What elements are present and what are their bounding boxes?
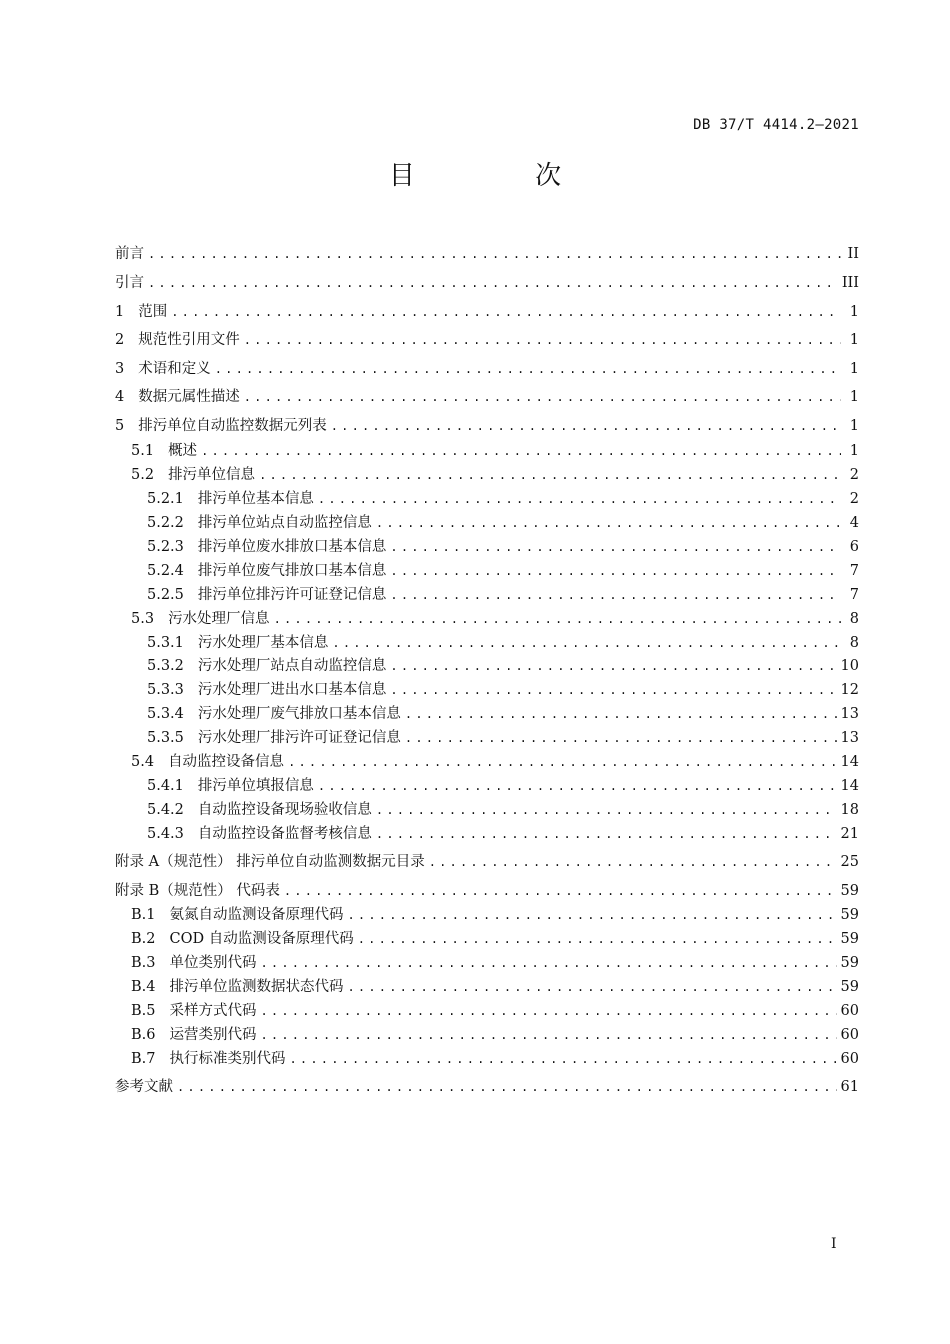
toc-entry-number: 3: [115, 361, 125, 377]
toc-leader-dots: [261, 1025, 837, 1045]
toc-entry-number: 5.2.2: [147, 515, 184, 531]
toc-entry-page: 1: [849, 361, 859, 377]
toc-entry[interactable]: [131, 1025, 859, 1045]
toc-entry-number: 5.1: [131, 443, 155, 459]
toc-entry-title: 执行标准类别代码: [169, 1051, 286, 1067]
toc-entry-page: 1: [849, 389, 859, 405]
toc-entry[interactable]: [131, 1049, 859, 1069]
toc-entry-number: 4: [115, 389, 125, 405]
toc-entry[interactable]: [131, 1001, 859, 1021]
toc-entry-title: 排污单位自动监控数据元列表: [138, 418, 327, 434]
toc-entry-page: 1: [849, 332, 859, 348]
toc-entry-number: 5.2.3: [147, 539, 184, 555]
toc-leader-dots: [261, 1001, 837, 1021]
toc-leader-dots: [405, 728, 837, 748]
toc-entry[interactable]: [147, 513, 859, 533]
toc-entry-page: 10: [840, 658, 859, 674]
toc-entry[interactable]: [147, 489, 859, 509]
toc-entry[interactable]: [115, 852, 859, 872]
toc-entry-title: 排污单位排污许可证登记信息: [197, 587, 387, 603]
toc-entry-page: 1: [849, 418, 859, 434]
toc-entry-page: 59: [840, 979, 859, 995]
toc-entry-page: 14: [840, 754, 859, 770]
toc-entry[interactable]: [147, 585, 859, 605]
toc-entry-page: II: [847, 246, 859, 262]
toc-entry-number: 5.4.3: [147, 826, 184, 842]
toc-leader-dots: [358, 929, 837, 949]
toc-leader-dots: [348, 977, 837, 997]
toc-leader-dots: [274, 609, 841, 629]
toc-leader-dots: [148, 244, 841, 264]
toc-leader-dots: [284, 881, 837, 901]
toc-entry[interactable]: [115, 273, 859, 293]
toc-entry-number: B.6: [131, 1027, 156, 1043]
toc-leader-dots: [376, 513, 841, 533]
toc-entry-page: 4: [849, 515, 859, 531]
toc-entry-title: 污水处理厂基本信息: [197, 635, 329, 651]
toc-leader-dots: [171, 302, 841, 322]
toc-entry-page: 25: [840, 854, 859, 870]
toc-entry[interactable]: [147, 680, 859, 700]
toc-entry[interactable]: [131, 609, 859, 629]
toc-entry-page: 7: [849, 587, 859, 603]
toc-entry[interactable]: [115, 1077, 859, 1097]
toc-leader-dots: [348, 905, 837, 925]
toc-leader-dots: [177, 1077, 837, 1097]
toc-entry[interactable]: [115, 881, 859, 901]
toc-leader-dots: [318, 776, 837, 796]
toc-entry-page: 21: [840, 826, 859, 842]
toc-entry-number: 5: [115, 418, 125, 434]
toc-entry-number: 5.2.1: [147, 491, 184, 507]
toc-entry[interactable]: [147, 824, 859, 844]
toc-entry-title: 范围: [138, 304, 168, 320]
toc-entry-title: 自动监控设备信息: [168, 754, 285, 770]
toc-entry[interactable]: [147, 537, 859, 557]
page-title: 目 次: [388, 161, 618, 191]
toc-entry-title: 术语和定义: [138, 361, 211, 377]
toc-entry-title: 自动监控设备现场验收信息: [197, 802, 372, 818]
toc-entry-number: B.5: [131, 1003, 156, 1019]
toc-entry-number: B.3: [131, 955, 156, 971]
toc-entry-page: 14: [840, 778, 859, 794]
toc-entry-page: 60: [840, 1027, 859, 1043]
toc-leader-dots: [390, 561, 841, 581]
toc-entry-title: 附录 A（规范性） 排污单位自动监测数据元目录: [115, 854, 425, 870]
toc-leader-dots: [215, 359, 841, 379]
toc-entry-number: 5.3: [131, 611, 155, 627]
toc-entry[interactable]: [147, 800, 859, 820]
toc-entry[interactable]: [115, 416, 859, 436]
toc-entry-title: 污水处理厂进出水口基本信息: [197, 682, 387, 698]
toc-entry-title: 排污单位基本信息: [197, 491, 314, 507]
toc-entry-number: 5.3.2: [147, 658, 184, 674]
toc-entry-title: 自动监控设备监督考核信息: [197, 826, 372, 842]
toc-entry-page: 59: [840, 931, 859, 947]
document-code: DB 37/T 4414.2—2021: [693, 117, 859, 133]
toc-entry[interactable]: [115, 244, 859, 264]
toc-entry[interactable]: [131, 905, 859, 925]
toc-entry[interactable]: [131, 441, 859, 461]
toc-entry-title: 排污单位信息: [168, 467, 256, 483]
toc-leader-dots: [390, 656, 836, 676]
toc-entry-title: 污水处理厂站点自动监控信息: [197, 658, 387, 674]
toc-entry-title: 前言: [115, 246, 144, 262]
toc-entry-title: 规范性引用文件: [138, 332, 240, 348]
toc-leader-dots: [148, 273, 838, 293]
toc-leader-dots: [259, 465, 841, 485]
toc-entry-number: 5.3.3: [147, 682, 184, 698]
toc-entry[interactable]: [147, 704, 859, 724]
toc-entry-page: 7: [849, 563, 859, 579]
toc-entry-page: 59: [840, 955, 859, 971]
toc-leader-dots: [390, 585, 841, 605]
toc-entry-title: 氨氮自动监测设备原理代码: [169, 907, 344, 923]
toc-entry[interactable]: [147, 728, 859, 748]
toc-entry-title: 污水处理厂废气排放口基本信息: [197, 706, 401, 722]
toc-entry[interactable]: [131, 977, 859, 997]
toc-entry-title: 排污单位监测数据状态代码: [169, 979, 344, 995]
toc-entry-page: 1: [849, 304, 859, 320]
toc-leader-dots: [390, 680, 836, 700]
toc-entry-number: B.7: [131, 1051, 156, 1067]
toc-entry-page: 8: [849, 611, 859, 627]
toc-leader-dots: [332, 633, 841, 653]
toc-entry-title: 污水处理厂排污许可证登记信息: [197, 730, 401, 746]
toc-entry[interactable]: [115, 387, 859, 407]
toc-leader-dots: [376, 800, 837, 820]
toc-entry-number: 5.3.1: [147, 635, 184, 651]
toc-leader-dots: [201, 441, 841, 461]
toc-entry-title: 附录 B（规范性） 代码表: [115, 883, 280, 899]
toc-entry-title: 排污单位废水排放口基本信息: [197, 539, 387, 555]
toc-entry[interactable]: [131, 929, 859, 949]
toc-entry-number: B.1: [131, 907, 156, 923]
toc-entry-number: 5.4: [131, 754, 155, 770]
toc-leader-dots: [405, 704, 837, 724]
toc-entry-page: 12: [840, 682, 859, 698]
toc-entry-number: 1: [115, 304, 125, 320]
toc-entry-page: 6: [849, 539, 859, 555]
toc-entry[interactable]: [147, 656, 859, 676]
toc-entry-page: III: [841, 275, 859, 291]
toc-entry-title: 参考文献: [115, 1079, 173, 1095]
toc-leader-dots: [288, 752, 836, 772]
toc-entry[interactable]: [131, 465, 859, 485]
toc-leader-dots: [376, 824, 837, 844]
toc-entry-page: 59: [840, 907, 859, 923]
toc-entry-number: 5.2.4: [147, 563, 184, 579]
toc-entry-number: 5.2: [131, 467, 155, 483]
toc-leader-dots: [261, 953, 837, 973]
toc-leader-dots: [331, 416, 841, 436]
toc-entry-page: 60: [840, 1003, 859, 1019]
toc-entry-title: 运营类别代码: [169, 1027, 257, 1043]
toc-entry-number: B.4: [131, 979, 156, 995]
toc-entry[interactable]: [115, 330, 859, 350]
toc-entry-number: 5.2.5: [147, 587, 184, 603]
toc-entry-page: 13: [840, 706, 859, 722]
toc-entry[interactable]: [115, 302, 859, 322]
toc-leader-dots: [390, 537, 841, 557]
toc-entry-title: COD 自动监测设备原理代码: [169, 931, 354, 947]
toc-entry-number: B.2: [131, 931, 156, 947]
toc-entry[interactable]: [147, 561, 859, 581]
toc-entry-page: 8: [849, 635, 859, 651]
toc-entry-title: 排污单位填报信息: [197, 778, 314, 794]
toc-entry-title: 数据元属性描述: [138, 389, 240, 405]
toc-entry-number: 5.4.1: [147, 778, 184, 794]
toc-entry[interactable]: [147, 776, 859, 796]
toc-entry-page: 60: [840, 1051, 859, 1067]
toc-entry[interactable]: [147, 633, 859, 653]
toc-entry-page: 59: [840, 883, 859, 899]
toc-entry-page: 2: [849, 491, 859, 507]
toc-entry-page: 2: [849, 467, 859, 483]
toc-leader-dots: [318, 489, 841, 509]
toc-entry-title: 排污单位废气排放口基本信息: [197, 563, 387, 579]
toc-entry[interactable]: [115, 359, 859, 379]
toc-entry-number: 5.3.5: [147, 730, 184, 746]
toc-entry[interactable]: [131, 953, 859, 973]
toc-entry-page: 1: [849, 443, 859, 459]
toc-entry-number: 2: [115, 332, 125, 348]
toc-entry-title: 单位类别代码: [169, 955, 257, 971]
toc-leader-dots: [290, 1049, 837, 1069]
toc-entry-number: 5.3.4: [147, 706, 184, 722]
toc-entry-page: 18: [840, 802, 859, 818]
toc-entry-number: 5.4.2: [147, 802, 184, 818]
toc-entry-title: 采样方式代码: [169, 1003, 257, 1019]
toc-entry-title: 污水处理厂信息: [168, 611, 270, 627]
toc-leader-dots: [244, 330, 841, 350]
toc-entry-title: 引言: [115, 275, 144, 291]
toc-entry-page: 61: [840, 1079, 859, 1095]
toc-leader-dots: [429, 852, 837, 872]
toc-entry-title: 排污单位站点自动监控信息: [197, 515, 372, 531]
toc-entry-page: 13: [840, 730, 859, 746]
toc-entry[interactable]: [131, 752, 859, 772]
toc-entry-title: 概述: [168, 443, 198, 459]
toc-leader-dots: [244, 387, 841, 407]
page-number: I: [831, 1236, 837, 1252]
